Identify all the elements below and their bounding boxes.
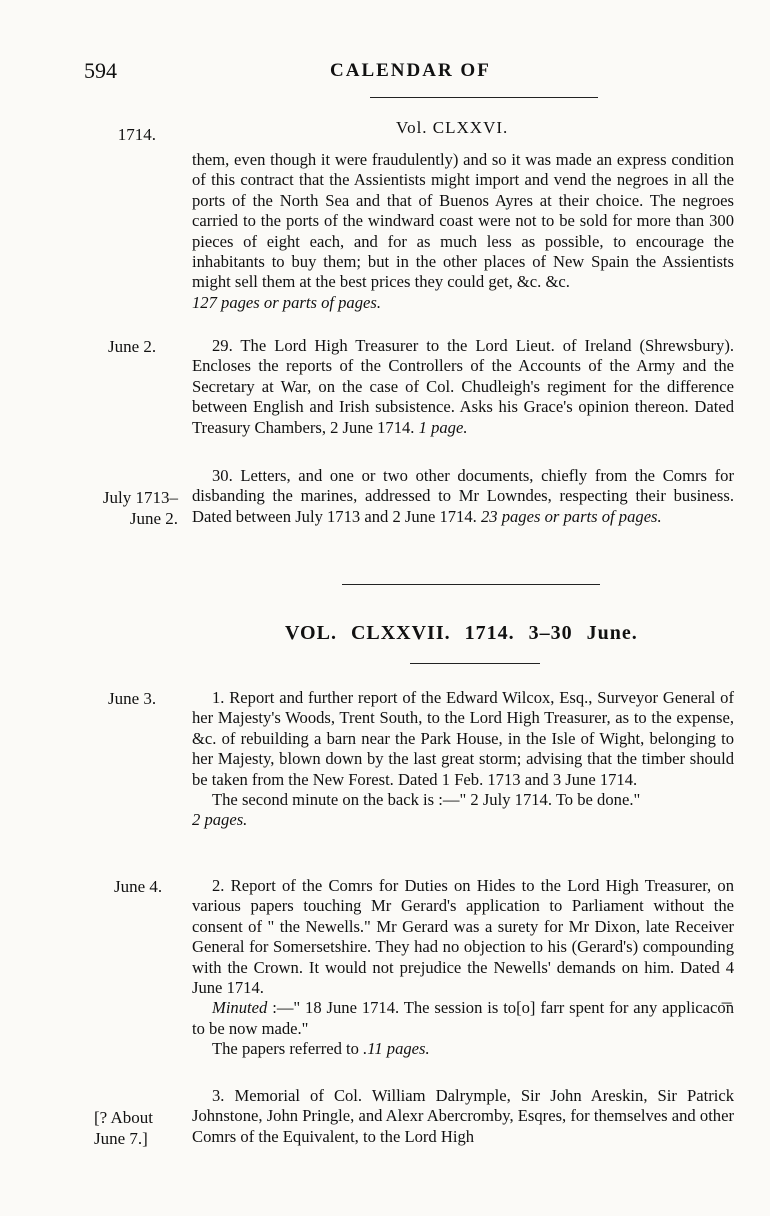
entry-date: [108, 336, 156, 357]
entry-date: [94, 1086, 153, 1149]
entry-tail: 1 page.: [418, 417, 468, 437]
section-rule: [342, 584, 600, 585]
entry-papers: [192, 1039, 734, 1059]
entry-date-text: 1714.: [117, 125, 156, 144]
page-number: 594: [84, 58, 117, 83]
entry-date-text: July 1713– June 2.: [102, 488, 178, 528]
entry-30: [192, 466, 734, 527]
entry-tail: 23 pages or parts of pages.: [480, 506, 662, 526]
entry-date-text: June 3.: [108, 689, 157, 708]
entry-paragraph: 1. Report and further report of the Edward Wilcox, Esq., Surveyor General of her Majesty's Woods, Trent South, to the Lord High Treasurer, as to the expense, &c. of rebuilding a barn near the Park House, in the Isle of Wight, belonging to her Majesty, blown down by the last great storm; advising that the timber should be taken from the New Forest. Dated 1 Feb. 1713 and 3 June 1714.: [192, 688, 734, 789]
entry-date-text: June 2.: [108, 337, 157, 356]
entry-minute: The second minute on the back is :—" 2 July 1714. To be done.": [212, 790, 641, 810]
entry-text: 30. Letters, and one or two other documents, chiefly from the Comrs for disbanding the marines, addressed to Mr Lowndes, respecting their business. Dated between July 1713 and 2 June 1714.: [192, 466, 734, 526]
entry-text: 29. The Lord High Treasurer to the Lord Lieut. of Ireland (Shrewsbury). Encloses the reports of the Controllers of the Accounts of the Army and the Secretary at War, on the case of Col. Chudleigh's regiment for the difference between English and Irish subsistence. Asks his Grace's opinion thereon. Dated Treasury Chambers, 2 June 1714.: [192, 336, 734, 437]
entry-tail: 127 pages or parts of pages.: [192, 292, 381, 312]
header-rule: [370, 97, 598, 98]
entry-paragraph: 3. Memorial of Col. William Dalrymple, Sir John Areskin, Sir Patrick Johnstone, John Pringle, and Alexr Abercromby, Esqres, for themselves and other Comrs of the Equivalent, to the Lord High: [192, 1086, 734, 1146]
entry-3: [192, 1086, 734, 1147]
minuted-label: Minuted: [212, 998, 268, 1018]
volume-title: VOL. CLXXVII. 1714. 3–30 June.: [285, 622, 638, 644]
entry-paragraph: 2. Report of the Comrs for Duties on Hides to the Lord High Treasurer, on various papers touching Mr Gerard's application to Parliament without the consent of " the Newells." Mr Gerard was a surety for Mr Dixon, late Receiver General for Somersetshire. They had no objection to his (Gerard's) compounding with the Crown. It would not prejudice the Newells' demands on him. Dated 4 June 1714.: [192, 876, 734, 998]
running-title: CALENDAR OF: [330, 60, 491, 81]
entry-2: [192, 876, 734, 1060]
title-rule: [410, 663, 540, 664]
entry-date-text: June 4.: [114, 877, 163, 896]
papers-label: The papers referred to: [212, 1039, 359, 1059]
entry-date: [92, 466, 178, 529]
entry-29: [192, 336, 734, 438]
minuted-text: :—" 18 June 1714. The session is to[o] farr spent for any applicaco͞n to be now made.": [192, 998, 735, 1038]
entry-date: [108, 688, 156, 709]
entry-paragraph: [192, 466, 734, 527]
entry-date: [114, 876, 162, 897]
volume-heading: Vol. CLXXVI.: [396, 118, 509, 137]
entry-continued: [192, 150, 734, 313]
entry-1: [192, 688, 734, 831]
entry-paragraph: them, even though it were fraudulently) and so it was made an express condition of this contract that the Assientists might import and vend the negroes in all the ports of the North Sea and that of Buenos Ayres at their choice. The negroes carried to the ports of the windward coast were not to be sold for more than 300 pieces of eight each, and for as much less as possible, to encourage the inhabitants to buy them; but in the other places of New Spain the Assientists might sell them at the best prices they could get, &c. &c.: [192, 150, 734, 292]
entry-tail: 2 pages.: [192, 810, 248, 830]
entry-date-text: [? About June 7.]: [94, 1108, 154, 1148]
entry-minuted: [192, 998, 734, 1039]
entry-date: [96, 124, 156, 145]
papers-count: .11 pages.: [363, 1039, 430, 1059]
entry-paragraph: [192, 336, 734, 438]
